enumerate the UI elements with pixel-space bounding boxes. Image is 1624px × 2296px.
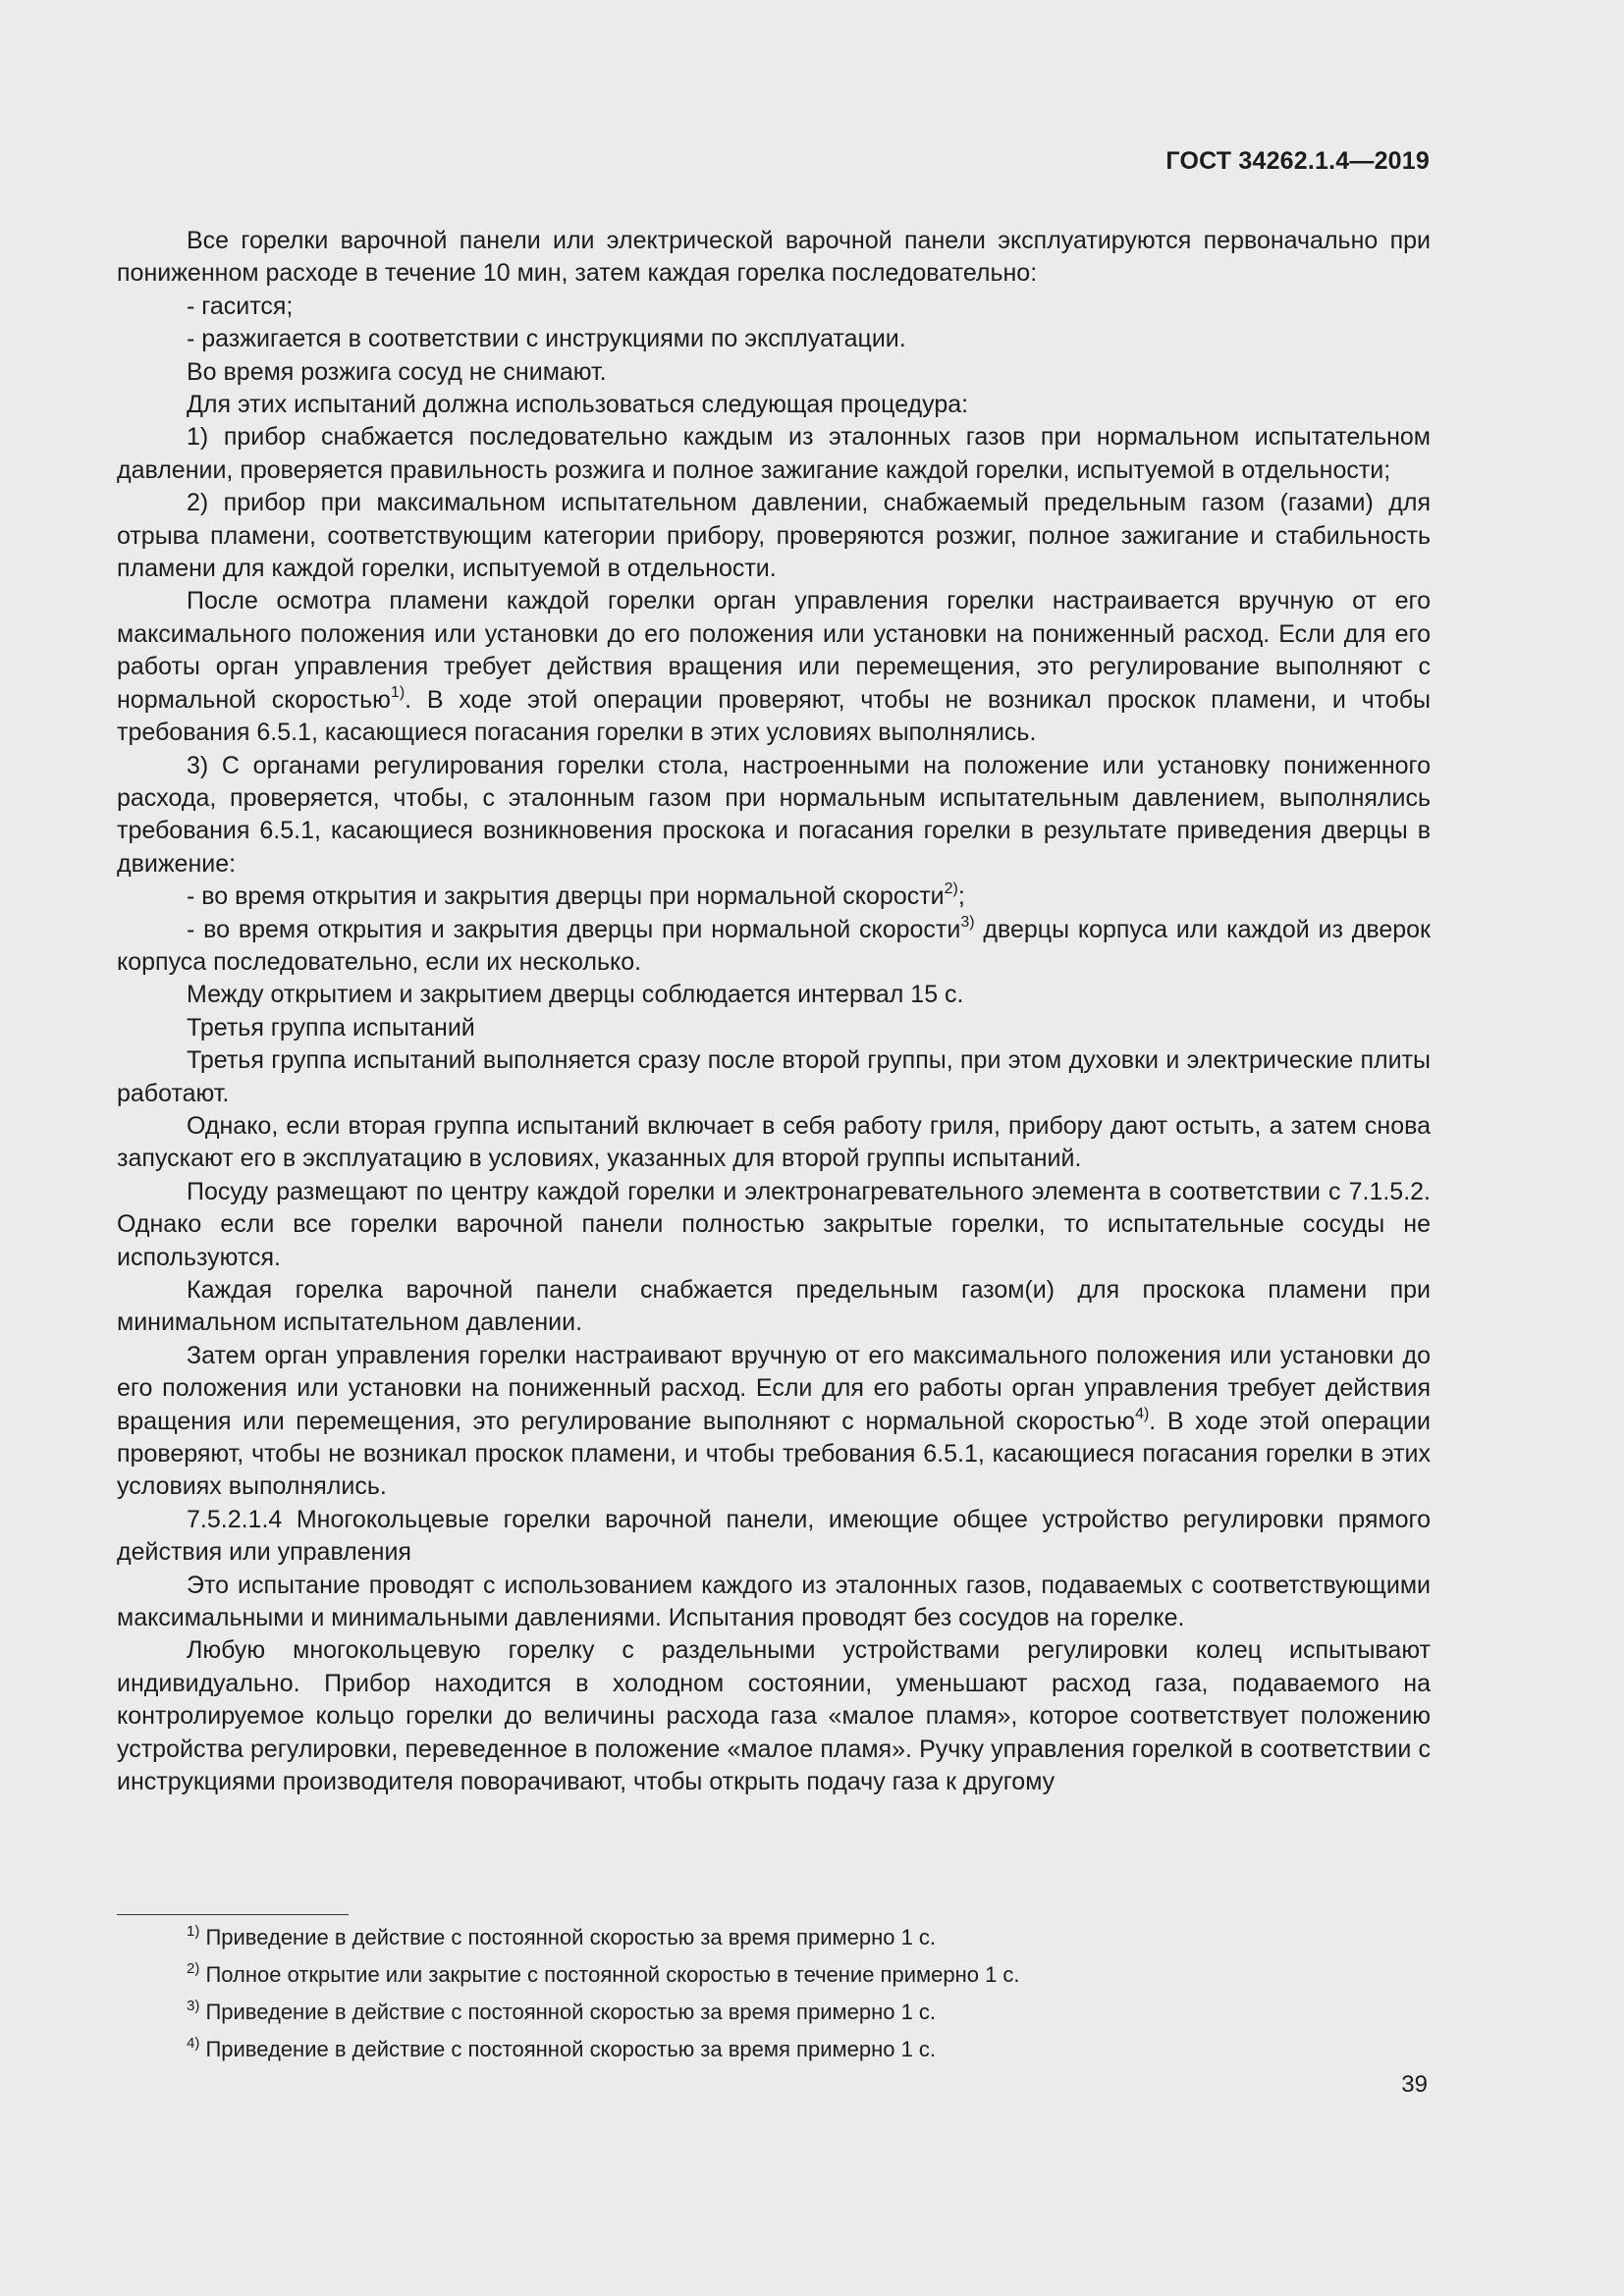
paragraph: Для этих испытаний должна использоваться следующая процедура: [187, 391, 969, 419]
paragraph: Любую многокольцевую горелку с раздельными устройствами регулировки колец испытывают индивидуально. Прибор находится в холодном состоянии, уменьшают расход газа, подаваемого на контролируемое кольцо горелки до величины расхода газа «малое пламя», которое соответствует положению устройства регулировки, переведенное в положение «малое пламя». Ручку управления горелкой в соответствии с инструкциями производителя поворачивают, чтобы открыть подачу газа к другому [117, 1636, 1431, 1796]
footnote [117, 1919, 1431, 1956]
footnote-ref-3: 3) [960, 913, 975, 931]
footnote [117, 1956, 1431, 1994]
section-title: Третья группа испытаний [187, 1013, 475, 1041]
list-item-text: - во время открытия и закрытия дверцы при нормальной скорости [187, 915, 961, 943]
footnote-divider [117, 1914, 349, 1915]
paragraph: 2) прибор при максимальном испытательном давлении, снабжаемый предельным газом (газами) для отрыва пламени, соответствующим категории прибору, проверяются розжиг, полное зажигание и стабильность пламени для каждой горелки, испытуемой в отдельности. [117, 489, 1431, 583]
footnote-text: Приведение в действие с постоянной скоростью за время примерно 1 с. [199, 1925, 937, 1949]
paragraph: Однако, если вторая группа испытаний включает в себя работу гриля, прибору дают остыть, а затем снова запускают его в эксплуатацию в условиях, указанных для второй группы испытаний. [117, 1111, 1431, 1173]
paragraph [117, 1340, 1431, 1504]
paragraph-text: . В ходе этой операции проверяют, чтобы не возникал проскок пламени, и чтобы требования 6.5.1, касающиеся погасания горелки в этих условиях выполнялись. [117, 685, 1431, 747]
list-item-text: дверцы корпуса или каждой из дверок корпуса последовательно, если их несколько. [117, 915, 1431, 976]
list-item [117, 881, 1431, 913]
document-header: ГОСТ 34262.1.4—2019 [1165, 147, 1430, 175]
paragraph: 1) прибор снабжается последовательно каждым из эталонных газов при нормальном испытательном давлении, проверяется правильность розжига и полное зажигание каждой горелки, испытуемой в отдельности; [117, 423, 1431, 484]
footnote-ref-1: 1) [390, 683, 406, 701]
paragraph-text: . В ходе этой операции проверяют, чтобы не возникал проскок пламени, и чтобы требования 6.5.1, касающиеся погасания горелки в этих условиях выполнялись. [117, 1407, 1431, 1501]
list-item-text: - во время открытия и закрытия дверцы при нормальной скорости [187, 882, 945, 911]
paragraph: Во время розжига сосуд не снимают. [187, 357, 607, 386]
footnote [117, 2031, 1431, 2068]
footnote-ref-2: 2) [944, 881, 958, 898]
paragraph: Все горелки варочной панели или электрической варочной панели эксплуатируются первоначально при пониженном расходе в течение 10 мин, затем каждая горелка последовательно: [117, 227, 1431, 288]
footnote-mark: 3) [187, 1998, 200, 2014]
footnote-text: Приведение в действие с постоянной скоростью за время примерно 1 с. [199, 2037, 937, 2061]
paragraph: Между открытием и закрытием дверцы соблюдается интервал 15 с. [187, 981, 964, 1009]
list-item: - гасится; [187, 292, 294, 320]
body-text [117, 225, 1431, 1799]
paragraph-text: Затем орган управления горелки настраивают вручную от его максимального положения или установки до его положения или установки на пониженный расход. Если для его работы орган управления требует действия вращения или перемещения, это регулирование выполняют с нормальной скоростью [117, 1341, 1431, 1435]
footnote-text: Полное открытие или закрытие с постоянной скоростью в течение примерно 1 с. [199, 1962, 1020, 1987]
footnote-mark: 2) [187, 1960, 200, 1977]
paragraph: Посуду размещают по центру каждой горелки и электронагревательного элемента в соответствии с 7.1.5.2. Однако если все горелки варочной панели полностью закрытые горелки, то испытательные сосуды не используются. [117, 1177, 1431, 1271]
paragraph [117, 585, 1431, 749]
paragraph: Третья группа испытаний выполняется сразу после второй группы, при этом духовки и электрические плиты работают. [117, 1046, 1431, 1107]
list-item [117, 914, 1431, 980]
footnotes [117, 1919, 1431, 2068]
paragraph: 3) С органами регулирования горелки стола, настроенными на положение или установку пониженного расхода, проверяется, чтобы, с эталонным газом при нормальным испытательным давлением, выполнялись требования 6.5.1, касающиеся возникновения проскока и погасания горелки в результате приведения дверцы в движение: [117, 751, 1431, 878]
page-number: 39 [1401, 2071, 1428, 2098]
paragraph-text: После осмотра пламени каждой горелки орган управления горелки настраивается вручную от его максимального положения или установки до его положения или установки на пониженный расход. Если для его работы орган управления требует действия вращения или перемещения, это регулирование выполняют с нормальной скоростью [117, 587, 1431, 714]
footnote-text: Приведение в действие с постоянной скоростью за время примерно 1 с. [199, 2000, 937, 2024]
paragraph: Это испытание проводят с использованием каждого из эталонных газов, подаваемых с соответствующими максимальными и минимальными давлениями. Испытания проводят без сосудов на горелке. [117, 1571, 1431, 1632]
footnote [117, 1994, 1431, 2031]
clause-heading: 7.5.2.1.4 Многокольцевые горелки варочной панели, имеющие общее устройство регулировки прямого действия или управления [117, 1505, 1431, 1567]
paragraph: Каждая горелка варочной панели снабжается предельным газом(и) для проскока пламени при минимальном испытательном давлении. [117, 1276, 1431, 1337]
footnote-ref-4: 4) [1135, 1405, 1150, 1422]
list-item: - разжигается в соответствии с инструкциями по эксплуатации. [187, 325, 906, 353]
list-item-text: ; [957, 882, 965, 911]
footnote-mark: 1) [187, 1923, 200, 1940]
footnote-mark: 4) [187, 2035, 200, 2052]
